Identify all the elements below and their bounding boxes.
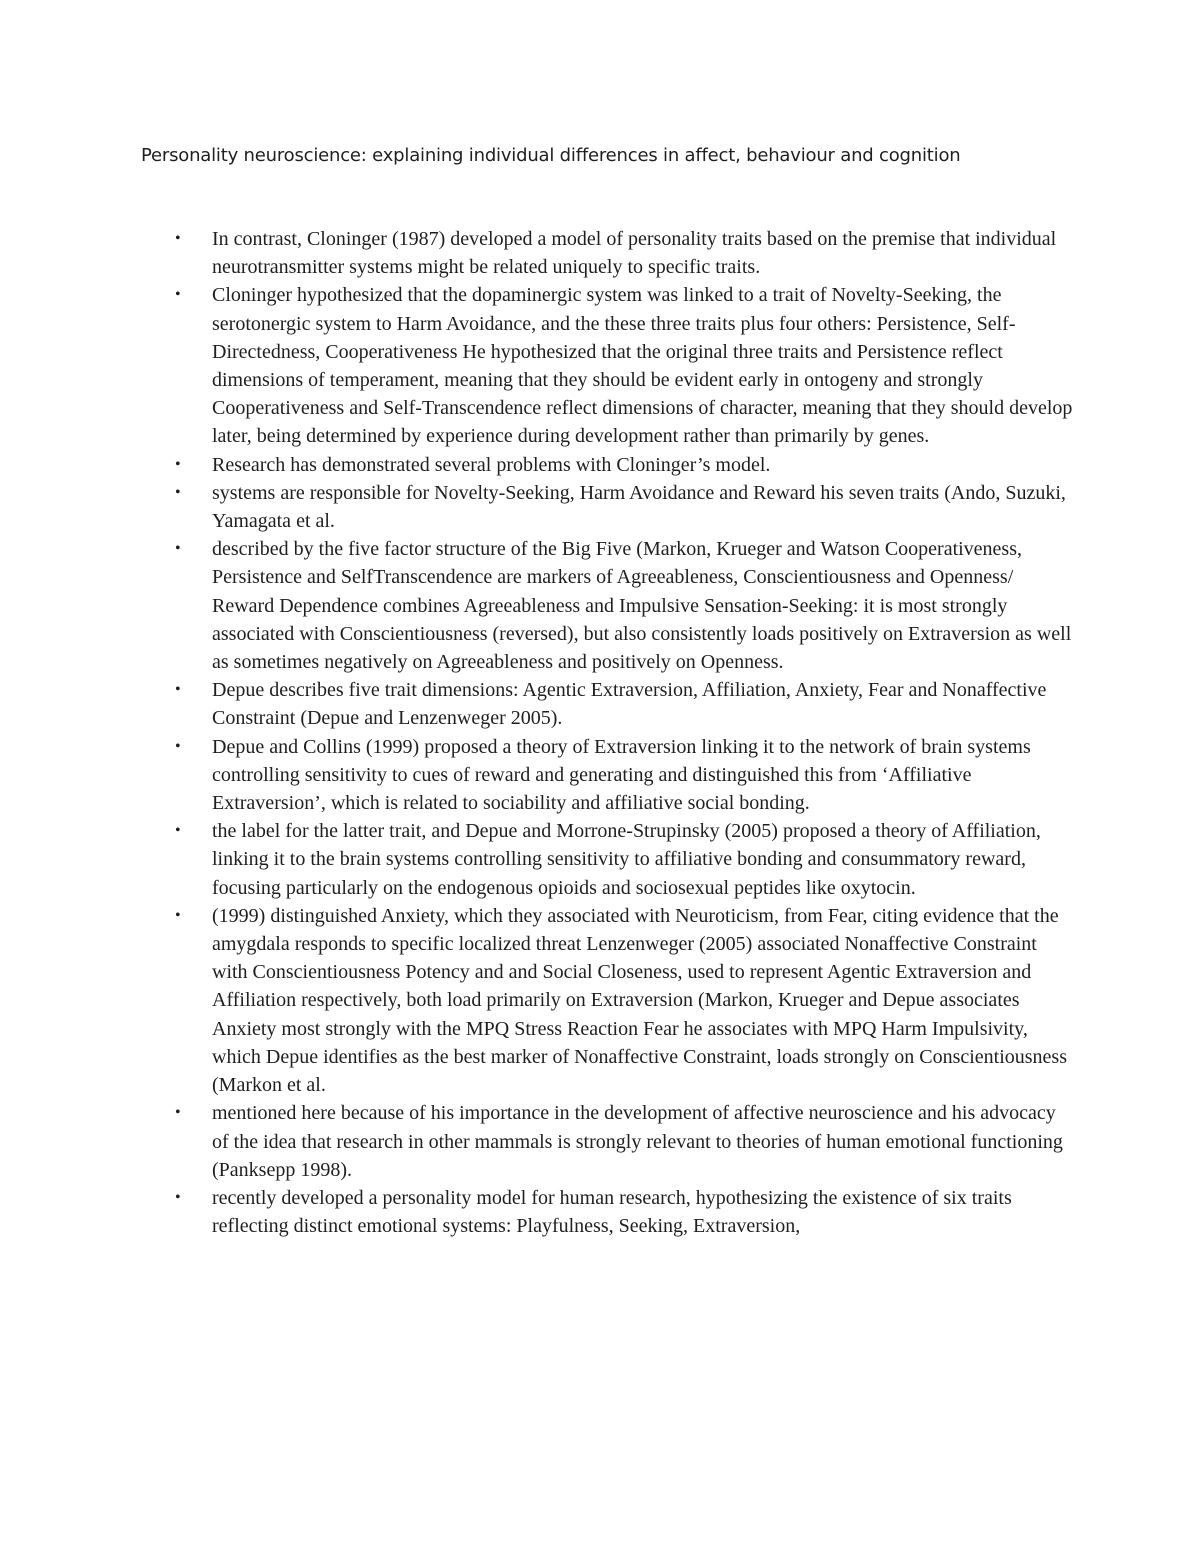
bullet-item bbox=[175, 817, 1075, 902]
bullet-icon: • bbox=[175, 230, 181, 247]
bullet-icon: • bbox=[175, 286, 181, 304]
bullet-text: Depue and Collins (1999) proposed a theory of Extraversion linking it to the network of brain systems controlling sensitivity to cues of reward and generating and distinguished this from ‘Affiliative Extraversion’, which is related to sociability and affiliative social bonding. bbox=[212, 735, 1031, 815]
bullet-icon: • bbox=[175, 737, 181, 755]
bullet-list bbox=[175, 225, 1075, 1240]
bullet-item bbox=[175, 281, 1075, 450]
document-title: Personality neuroscience: explaining individual differences in affect, behaviour and cognition bbox=[141, 145, 961, 166]
bullet-item bbox=[175, 451, 1075, 479]
bullet-icon: • bbox=[175, 1104, 181, 1122]
bullet-icon: • bbox=[175, 906, 181, 924]
bullet-text: systems are responsible for Novelty-Seeking, Harm Avoidance and Reward his seven traits (Ando, Suzuki, Yamagata et al. bbox=[212, 481, 1066, 533]
bullet-item bbox=[175, 902, 1075, 1099]
bullet-item bbox=[175, 1099, 1075, 1184]
bullet-icon: • bbox=[175, 483, 181, 501]
bullet-text: described by the five factor structure of the Big Five (Markon, Krueger and Watson Cooperativeness, Persistence and SelfTranscendence are markers of Agreeableness, Conscientiousness and Openness/ Reward Dependence combines Agreeableness and Impulsive Sensation-Seeking: it is most strongly associated with Conscientiousness (reversed), but also consistently loads positively on Extraversion as well as sometimes negatively on Agreeableness and positively on Openness. bbox=[212, 538, 1072, 674]
bullet-icon: • bbox=[175, 1188, 181, 1206]
bullet-text: mentioned here because of his importance in the development of affective neuroscience and his advocacy of the idea that research in other mammals is strongly relevant to theories of human emotional functioning (Panksepp 1998). bbox=[212, 1102, 1063, 1181]
bullet-item bbox=[175, 1184, 1075, 1240]
bullet-item bbox=[175, 535, 1075, 676]
bullet-text: Depue describes five trait dimensions: Agentic Extraversion, Affiliation, Anxiety, Fear and Nonaffective Constraint (Depue and Lenzenweger 2005). bbox=[212, 679, 1047, 730]
bullet-text: Research has demonstrated several problems with Cloninger’s model. bbox=[212, 453, 771, 476]
bullet-text: Cloninger hypothesized that the dopaminergic system was linked to a trait of Novelty-Seeking, the serotonergic system to Harm Avoidance, and the these three traits plus four others: Persistence, Self-Directedness, Cooperativeness He hypothesized that the original three traits and Persistence reflect dimensions of temperament, meaning that they should be evident early in ontogeny and strongly Cooperativeness and Self-Transcendence reflect dimensions of character, meaning that they should develop later, being determined by experience during development rather than primarily by genes. bbox=[212, 284, 1073, 448]
bullet-item bbox=[175, 676, 1075, 732]
bullet-text: the label for the latter trait, and Depue and Morrone-Strupinsky (2005) proposed a theory of Affiliation, linking it to the brain systems controlling sensitivity to affiliative bonding and consummatory reward, focusing particularly on the endogenous opioids and sociosexual peptides like oxytocin. bbox=[212, 820, 1041, 899]
bullet-text: In contrast, Cloninger (1987) developed a model of personality traits based on the premise that individual neurotransmitter systems might be related uniquely to specific traits. bbox=[212, 228, 1057, 279]
bullet-icon: • bbox=[175, 540, 181, 558]
bullet-icon: • bbox=[175, 681, 181, 699]
bullet-text: (1999) distinguished Anxiety, which they associated with Neuroticism, from Fear, citing evidence that the amygdala responds to specific localized threat Lenzenweger (2005) associated Nonaffective Constraint with Conscientiousness Potency and and Social Closeness, used to represent Agentic Extraversion and Affiliation respectively, both load primarily on Extraversion (Markon, Krueger and Depue associates Anxiety most strongly with the MPQ Stress Reaction Fear he associates with MPQ Harm Impulsivity, which Depue identifies as the best marker of Nonaffective Constraint, loads strongly on Conscientiousness (Markon et al. bbox=[212, 904, 1067, 1097]
bullet-item bbox=[175, 479, 1075, 535]
bullet-item bbox=[175, 733, 1075, 818]
bullet-icon: • bbox=[175, 455, 181, 473]
bullet-item bbox=[175, 225, 1075, 281]
bullet-text: recently developed a personality model for human research, hypothesizing the existence of six traits reflecting distinct emotional systems: Playfulness, Seeking, Extraversion, bbox=[212, 1186, 1012, 1238]
bullet-icon: • bbox=[175, 822, 181, 840]
